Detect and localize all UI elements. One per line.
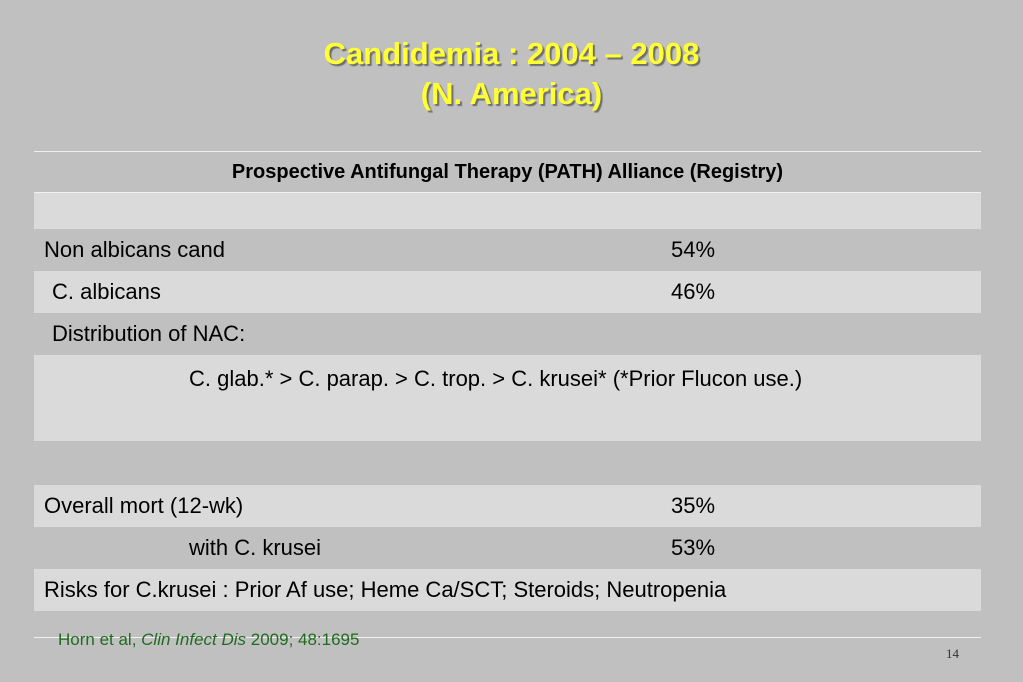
- table-row: [34, 485, 981, 527]
- data-table: [34, 151, 981, 611]
- table-row: [34, 441, 981, 485]
- page-number: 14: [946, 646, 959, 661]
- table-row: [34, 527, 981, 569]
- row-value: 46%: [671, 279, 716, 304]
- table-row: [34, 193, 981, 230]
- row-label: Risks for C.krusei : Prior Af use; Heme Ca/SCT; Steroids; Neutropenia: [44, 577, 727, 602]
- table-row: [34, 355, 981, 441]
- citation-authors: Horn et al,: [58, 630, 142, 649]
- slide-title: [0, 34, 1023, 114]
- citation-details: 2009; 48:1695: [246, 630, 360, 649]
- table-row: [34, 569, 981, 611]
- citation-journal: Clin Infect Dis: [141, 630, 247, 649]
- table-row: [34, 271, 981, 313]
- row-label: C. albicans: [52, 279, 161, 304]
- distribution-detail: C. glab.* > C. parap. > C. trop. > C. krusei* (*Prior Flucon use.): [189, 366, 803, 391]
- table-row: [34, 229, 981, 271]
- table-header-row: [34, 152, 981, 193]
- title-line-2: (N. America): [420, 76, 603, 111]
- row-label: Non albicans cand: [44, 237, 226, 262]
- row-label: Distribution of NAC:: [52, 321, 246, 346]
- row-value: 54%: [671, 237, 716, 262]
- row-value: 53%: [671, 535, 716, 560]
- row-label: with C. krusei: [189, 535, 322, 560]
- table-header: Prospective Antifungal Therapy (PATH) Alliance (Registry): [34, 152, 981, 193]
- citation: [58, 630, 359, 650]
- row-value: 35%: [671, 493, 716, 518]
- title-line-1: Candidemia : 2004 – 2008: [323, 36, 700, 71]
- row-label: Overall mort (12-wk): [44, 493, 244, 518]
- table-row: [34, 313, 981, 355]
